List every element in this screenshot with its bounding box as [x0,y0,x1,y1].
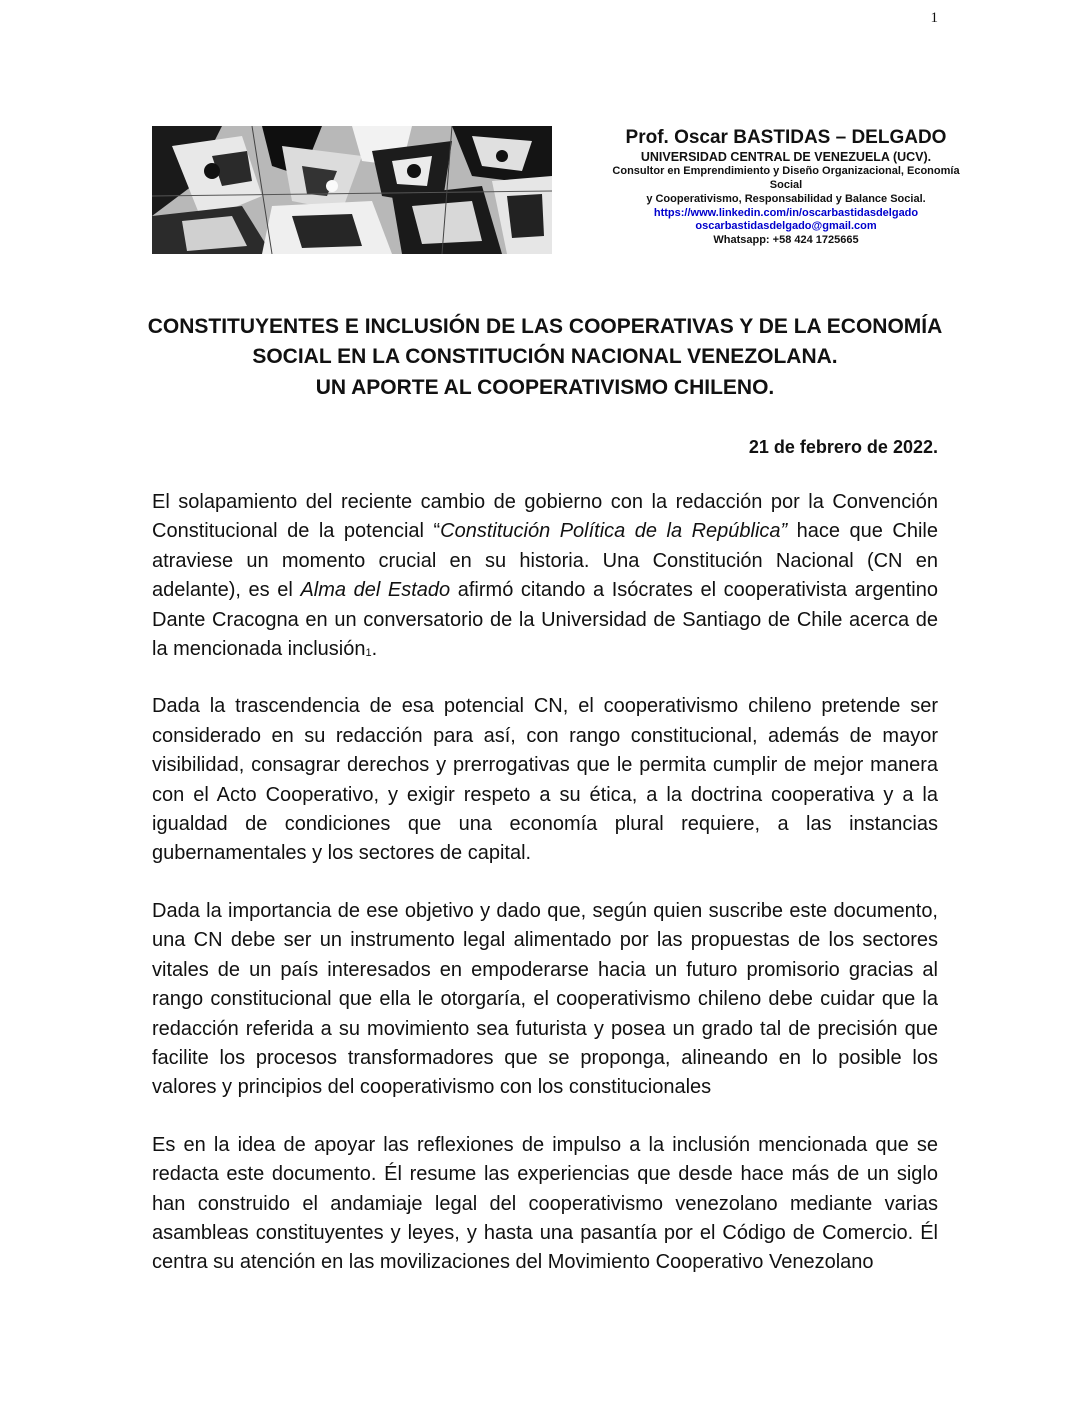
paragraph-4: Es en la idea de apoyar las reflexiones de impulso a la inclusión mencionada que se redacta este documento. Él resume las experiencias que desde hace más de un siglo han construido el andamiaje legal del cooperativismo venezolano mediante varias asambleas constituyentes y leyes, y hasta una pasantía por el Código de Comercio. Él centra su atención en las movilizaciones del Movimiento Cooperativo Venezolano [152,1133,938,1274]
paragraph-2: Dada la trascendencia de esa potencial CN, el cooperativismo chileno pretende ser considerado en su redacción para así, con rango constitucional, además de mayor visibilidad, consagrar derechos y prerrogativas que le permita cumplir de mejor manera con el Acto Cooperativo, y exigir respeto a su ética, a la doctrina cooperativa y a la igualdad de condiciones que una economía plural requiere, a las instancias gubernamentales y los sectores de capital. [152,695,938,865]
author-role-line1: Consultor en Emprendimiento y Diseño Organizacional, Economía Social [612,165,960,192]
footnote-marker[interactable]: 1 [365,647,372,660]
author-name: Prof. Oscar BASTIDAS – DELGADO [625,127,947,148]
author-header [596,126,976,248]
title-line-2: SOCIAL EN LA CONSTITUCIÓN NACIONAL VENEZOLANA. [252,345,838,369]
paragraph-1-part-c: hace que Chile atraviese un momento crucial en su historia. Una Constitución Nacional (CN en adelante), es el [152,520,938,602]
paragraph-1-italic-alma: Alma del Estado [300,579,451,602]
title-line-1: CONSTITUYENTES E INCLUSIÓN DE LAS COOPERATIVAS Y DE LA ECONOMÍA [147,315,943,338]
paragraph-1-italic-constitution: Constitución Política de la República” [440,520,788,543]
linkedin-link[interactable]: https://www.linkedin.com/in/oscarbastidasdelgado [653,206,919,219]
paragraph-1-part-e: afirmó citando a Isócrates el cooperativista argentino Dante Cracogna en un conversatorio de la Universidad de Santiago de Chile acerca de la mencionada inclusión [152,579,938,661]
guernica-artwork [152,126,552,254]
document-body [152,488,938,1306]
author-university: UNIVERSIDAD CENTRAL DE VENEZUELA (UCV). [640,149,932,164]
paragraph-3: Dada la importancia de ese objetivo y dado que, según quien suscribe este documento, una CN debe ser un instrumento legal alimentado por las propuestas de los sectores vitales de un país interesados en empoderarse hacia un futuro promisorio gracias al rango constitucional que ella le otorgaría, el cooperativismo chileno debe cuidar que la redacción referida a su movimiento sea futurista y posea un grado tal de precisión que facilite los procesos transformadores que se proponga, alineando en lo posible los valores y principios del cooperativismo con los constitucionales [152,899,938,1099]
paragraph-1 [152,488,938,664]
paragraph-1-part-a: El solapamiento del reciente cambio de gobierno con la redacción por la Convención Constitucional de la potencial “ [152,491,938,543]
document-date: 21 de febrero de 2022. [748,437,938,457]
email-link[interactable]: oscarbastidasdelgado@gmail.com [695,220,877,233]
whatsapp-number: Whatsapp: +58 424 1725665 [713,234,859,247]
page-number: 1 [930,10,938,26]
author-role-line2: y Cooperativismo, Responsabilidad y Balance Social. [646,192,926,205]
title-line-3: UN APORTE AL COOPERATIVISMO CHILENO. [315,375,775,399]
document-title [140,312,950,403]
paragraph-1-part-f: . [371,638,378,661]
guernica-image [152,126,552,254]
